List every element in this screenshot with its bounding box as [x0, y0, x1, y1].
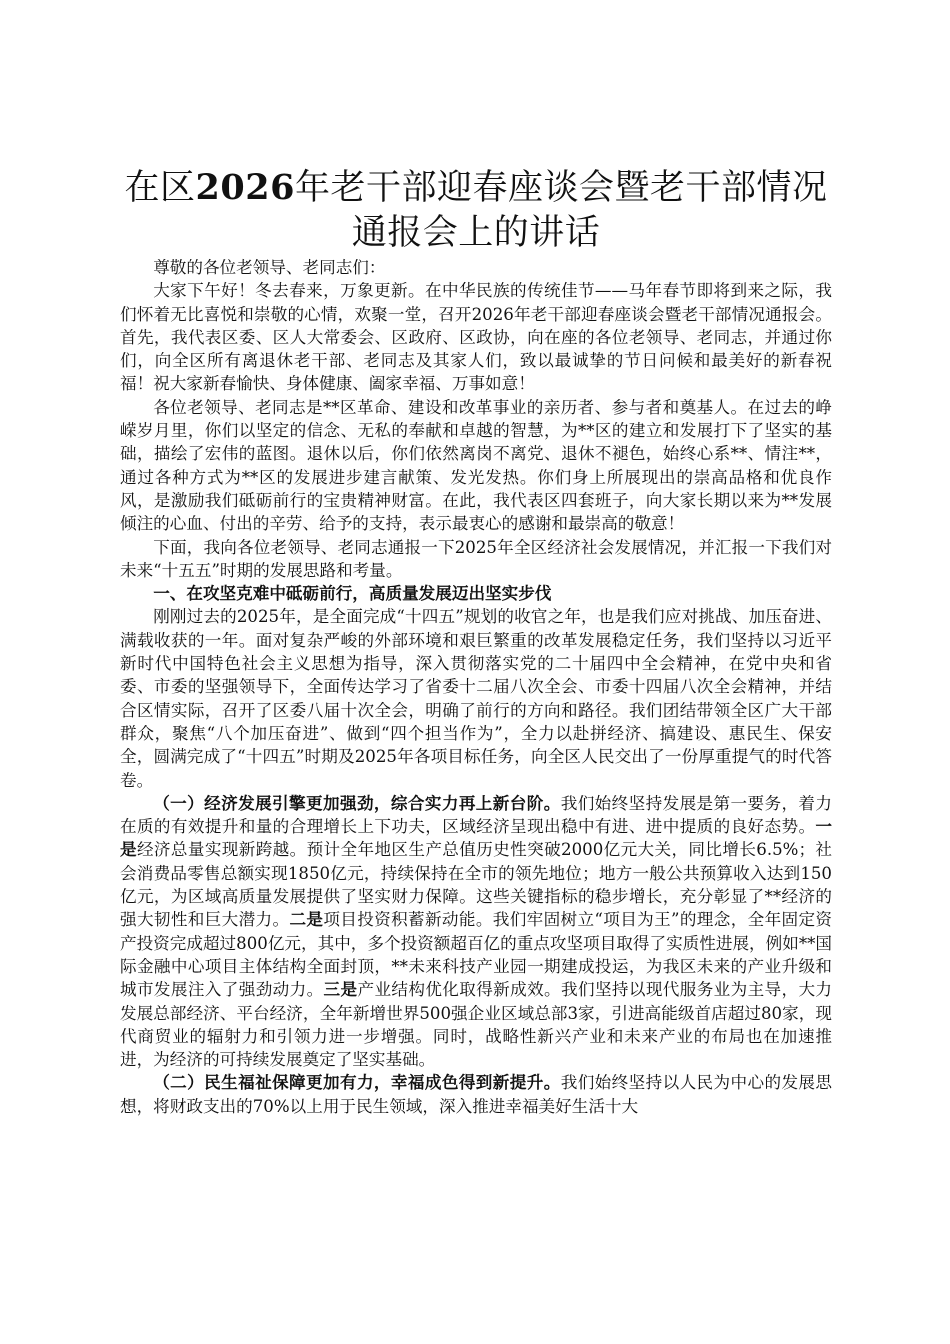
subheading-economy: （一）经济发展引擎更加强劲，综合实力再上新台阶。: [153, 792, 561, 813]
salutation: 尊敬的各位老领导、老同志们：: [153, 258, 386, 277]
livelihood-text: 我们始终坚持以人民为中心的发展思想，将财政支出的70%以上用于民生领域，深入推进幸福美好生活十大: [120, 1073, 833, 1116]
subheading-livelihood: （二）民生福祉保障更加有力，幸福成色得到新提升。: [153, 1072, 561, 1093]
paragraph-livelihood: [120, 1071, 832, 1118]
economy-intro: 我们始终坚持发展是第一要务，着力在质的有效提升和量的合理增长上下功夫，区域经济呈现出稳中有进、进中提质的良好态势。: [120, 793, 833, 837]
keyword-first: 一是: [120, 816, 832, 860]
document-title: [120, 165, 832, 256]
economy-point-3: 产业结构优化取得新成效。我们坚持以现代服务业为主导，大力发展总部经济、平台经济，全年新增世界500强企业区域总部3家，引进高能级首店超过80家，现代商贸业的辐射力和引领力进一步增强。同时，战略性新兴产业和未来产业的布局也在加速推进，为经济的可持续发展奠定了坚实基础。: [120, 980, 833, 1070]
economy-point-1: 经济总量实现新跨越。预计全年地区生产总值历史性突破2000亿元大关，同比增长6.5%；社会消费品零售总额实现1850亿元，持续保持在全市的领先地位；地方一般公共预算收入达到150亿元，为区域高质量发展提供了坚实财力保障。这些关键指标的稳步增长，充分彰显了**经济的强大韧性和巨大潜力。: [120, 840, 833, 930]
paragraph-intro: 下面，我向各位老领导、老同志通报一下2025年全区经济社会发展情况，并汇报一下我们对未来“十五五”时期的发展思路和考量。: [120, 537, 832, 580]
keyword-second: 二是: [289, 909, 324, 930]
title-line2: 通报会上的讲话: [351, 213, 601, 253]
title-prefix: 在区: [124, 168, 196, 208]
paragraph-greeting: 大家下午好！冬去春来，万象更新。在中华民族的传统佳节——马年春节即将到来之际，我们怀着无比喜悦和崇敬的心情，欢聚一堂，召开2026年老干部迎春座谈会暨老干部情况通报会。首先，我代表区委、区人大常委会、区政府、区政协，向在座的各位老领导、老同志，并通过你们，向全区所有离退休老干部、老同志及其家人们，致以最诚挚的节日问候和最美好的新春祝福！祝大家新春愉快、身体健康、阖家幸福、万事如意！: [120, 281, 832, 394]
keyword-third: 三是: [323, 979, 358, 1000]
paragraph-tribute: 各位老领导、老同志是**区革命、建设和改革事业的亲历者、参与者和奠基人。在过去的峥嵘岁月里，你们以坚定的信念、无私的奉献和卓越的智慧，为**区的建立和发展打下了坚实的基础，描绘了宏伟的蓝图。退休以后，你们依然离岗不离党、退休不褪色，始终心系**、情注**，通过各种方式为**区的发展进步建言献策、发光发热。你们身上所展现出的崇高品格和优良作风，是激励我们砥砺前行的宝贵精神财富。在此，我代表区四套班子，向大家长期以来为**发展倾注的心血、付出的辛劳、给予的支持，表示最衷心的感谢和最崇高的敬意！: [120, 397, 832, 534]
economy-point-2: 项目投资积蓄新动能。我们牢固树立“项目为王”的理念，全年固定资产投资完成超过800亿元，其中，多个投资额超百亿的重点攻坚项目取得了实质性进展，例如**国际金融中心项目主体结构全面封顶，**未来科技产业园一期建成投运，为我区未来的产业升级和城市发展注入了强劲动力。: [120, 910, 833, 1000]
paragraph-review-2025: 刚刚过去的2025年，是全面完成“十四五”规划的收官之年，也是我们应对挑战、加压奋进、满载收获的一年。面对复杂严峻的外部环境和艰巨繁重的改革发展稳定任务，我们坚持以习近平新时代中国特色社会主义思想为指导，深入贯彻落实党的二十届四中全会精神，在党中央和省委、市委的坚强领导下，全面传达学习了省委十二届八次全会、市委十四届八次全会精神，并结合区情实际，召开了区委八届十次全会，明确了前行的方向和路径。我们团结带领全区广大干部群众，聚焦“八个加压奋进”、做到“四个担当作为”，全力以赴拼经济、搞建设、惠民生、保安全，圆满完成了“十四五”时期及2025年各项目标任务，向全区人民交出了一份厚重提气的时代答卷。: [120, 607, 832, 790]
section-heading-1: 一、在攻坚克难中砥砺前行，高质量发展迈出坚实步伐: [153, 583, 552, 604]
title-line1-rest: 年老干部迎春座谈会暨老干部情况: [294, 168, 828, 208]
document-page: [120, 165, 832, 1118]
paragraph-economy: [120, 792, 832, 1072]
title-year: 2026: [195, 167, 295, 208]
